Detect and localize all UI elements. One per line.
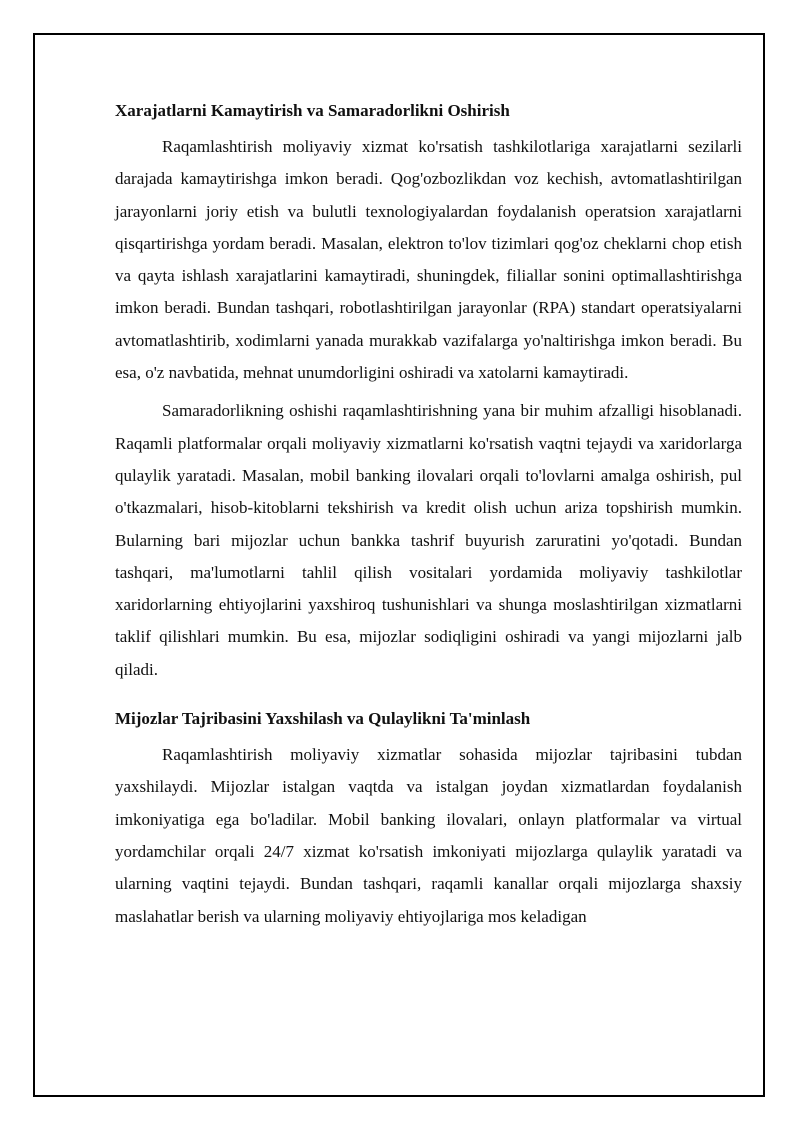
document-body	[115, 98, 742, 939]
section-heading-costs: Xarajatlarni Kamaytirish va Samaradorlikni Oshirish	[115, 101, 510, 120]
section-heading-customer-experience: Mijozlar Tajribasini Yaxshilash va Qulaylikni Ta'minlash	[115, 709, 531, 729]
paragraph-costs-2: Samaradorlikning oshishi raqamlashtirishning yana bir muhim afzalligi hisoblanadi. Raqamli platformalar orqali moliyaviy xizmatlarni ko'rsatish vaqtni tejaydi va xaridorlarga qulaylik yaratadi. Masalan, mobil banking ilovalari orqali to'lovlarni amalga oshirish, pul o'tkazmalari, hisob-kitoblarni tekshirish va kredit olish uchun ariza topshirish mumkin. Bularning bari mijozlar uchun bankka tashrif buyurish zaruratini yo'qotadi. Bundan tashqari, ma'lumotlarni tahlil qilish vositalari yordamida moliyaviy tashkilotlar xaridorlarning ehtiyojlarini yaxshiroq tushunishlari va shunga moslashtirilgan xizmatlarni taklif qilishlari mumkin. Bu esa, mijozlar sodiqligini oshiradi va yangi mijozlarni jalb qiladi.	[115, 401, 742, 679]
section-spacer	[115, 692, 742, 706]
paragraph-costs-1: Raqamlashtirish moliyaviy xizmat ko'rsatish tashkilotlariga xarajatlarni sezilarli darajada kamaytirishga imkon beradi. Qog'ozbozlikdan voz kechish, avtomatlashtirilgan jarayonlarni joriy etish va bulutli texnologiyalardan foydalanish operatsion xarajatlarni qisqartirishga yordam beradi. Masalan, elektron to'lov tizimlari qog'oz cheklarni chop etish va qayta ishlash xarajatlarini kamaytiradi, shuningdek, filiallar sonini optimallashtirishga imkon beradi. Bundan tashqari, robotlashtirilgan jarayonlar (RPA) standart operatsiyalarni avtomatlashtirib, xodimlarni yanada murakkab vazifalarga yo'naltirishga imkon beradi. Bu esa, o'z navbatida, mehnat unumdorligini oshiradi va xatolarni kamaytiradi.	[115, 137, 742, 383]
paragraph-customer-experience-1: Raqamlashtirish moliyaviy xizmatlar sohasida mijozlar tajribasini tubdan yaxshilaydi. Mijozlar istalgan vaqtda va istalgan joydan xizmatlardan foydalanish imkoniyatiga ega bo'ladilar. Mobil banking ilovalari, onlayn platformalar va virtual yordamchilar orqali 24/7 xizmat ko'rsatish imkoniyati mijozlarga qulaylik yaratadi va ularning vaqtini tejaydi. Bundan tashqari, raqamli kanallar orqali mijozlarga shaxsiy maslahatlar berish va ularning moliyaviy ehtiyojlariga mos keladigan	[115, 745, 742, 926]
